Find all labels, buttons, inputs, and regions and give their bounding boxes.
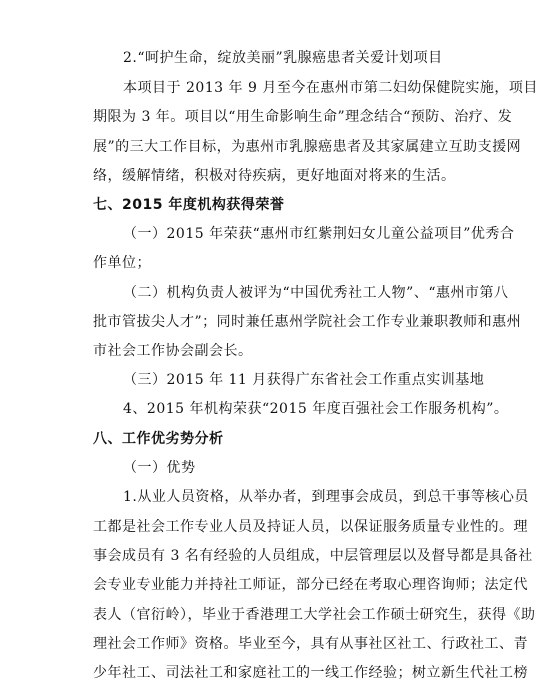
section-heading-honors: 七、2015 年度机构获得荣誉 bbox=[93, 197, 285, 213]
paragraph-line: 理社会工作师》资格。毕业至今，具有从事社区社工、行政社工、青 bbox=[93, 636, 528, 652]
honor-item-3: （三）2015 年 11 月获得广东省社会工作重点实训基地 bbox=[123, 372, 485, 388]
paragraph-line: 1.从业人员资格，从举办者，到理事会成员，到总干事等核心员 bbox=[123, 489, 529, 505]
paragraph-line: 期限为 3 年。项目以“用生命影响生命”理念结合“预防、治疗、发 bbox=[93, 109, 513, 125]
paragraph-line: 批市管拔尖人才”；同时兼任惠州学院社会工作专业兼职教师和惠州 bbox=[93, 314, 522, 330]
paragraph-line: 少年社工、司法社工和家庭社工的一线工作经验；树立新生代社工榜 bbox=[93, 665, 528, 681]
paragraph-line: 会专业专业能力并持社工师证，部分已经在考取心理咨询师；法定代 bbox=[93, 577, 528, 593]
paragraph-line: 市社会工作协会副会长。 bbox=[93, 343, 253, 359]
honor-item-1: （一）2015 年荣获“惠州市红紫荆妇女儿童公益项目”优秀合 bbox=[123, 226, 515, 242]
honor-item-4: 4、2015 年机构荣获“2015 年度百强社会工作服务机构”。 bbox=[123, 401, 509, 417]
paragraph-line: 表人（官衍岭），毕业于香港理工大学社会工作硕士研究生，获得《助 bbox=[93, 607, 536, 623]
paragraph-line: 络，缓解情绪，积极对待疾病，更好地面对将来的生活。 bbox=[93, 168, 456, 184]
section-heading-analysis: 八、工作优劣势分析 bbox=[93, 431, 224, 447]
paragraph-line: 事会成员有 3 名有经验的人员组成，中层管理层以及督导都是具备社 bbox=[93, 548, 533, 564]
paragraph-line: 作单位； bbox=[93, 255, 151, 271]
honor-item-2: （二）机构负责人被评为“中国优秀社工人物”、“惠州市第八 bbox=[123, 285, 509, 301]
paragraph-line: 工都是社会工作专业人员及持证人员，以保证服务质量专业性的。理 bbox=[93, 519, 528, 535]
project-2-title: 2.“呵护生命，绽放美丽”乳腺癌患者关爱计划项目 bbox=[123, 50, 443, 66]
paragraph-line: 本项目于 2013 年 9 月至今在惠州市第二妇幼保健院实施，项目 bbox=[123, 80, 538, 96]
subheading-strengths: （一）优势 bbox=[123, 460, 196, 476]
paragraph-line: 展”的三大工作目标，为惠州市乳腺癌患者及其家属建立互助支援网 bbox=[93, 139, 522, 155]
